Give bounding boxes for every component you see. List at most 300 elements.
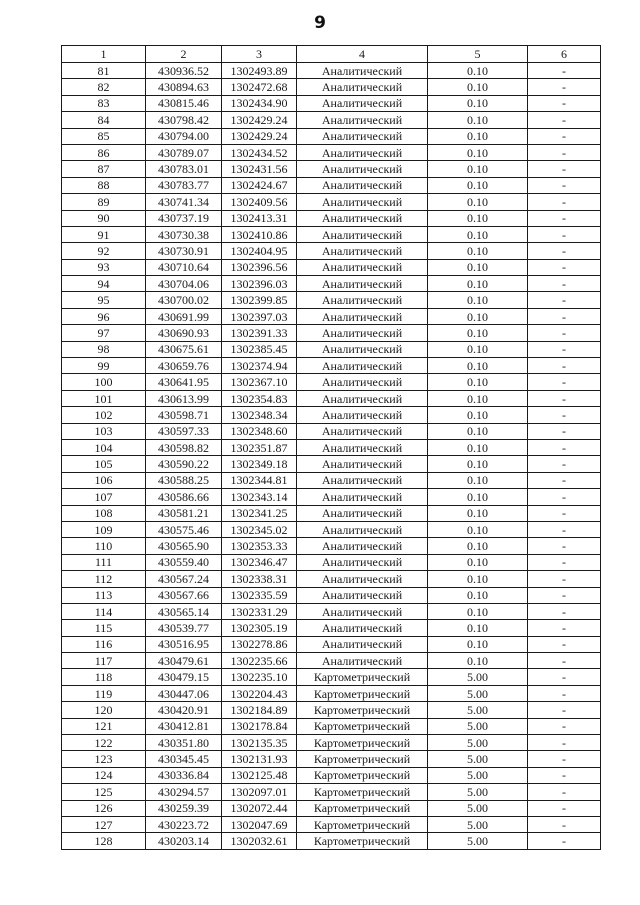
y-coordinate-cell: 1302413.31 <box>222 210 297 226</box>
y-coordinate-cell: 1302131.93 <box>222 751 297 767</box>
accuracy-cell: 0.10 <box>428 620 528 636</box>
note-cell: - <box>528 636 601 652</box>
method-cell: Аналитический <box>297 439 428 455</box>
column-header-5: 5 <box>428 46 528 63</box>
table-row <box>62 636 601 652</box>
method-cell: Аналитический <box>297 243 428 259</box>
method-cell: Аналитический <box>297 259 428 275</box>
x-coordinate-cell: 430789.07 <box>146 144 222 160</box>
table-row <box>62 587 601 603</box>
point-number-cell: 90 <box>62 210 146 226</box>
note-cell: - <box>528 259 601 275</box>
method-cell: Аналитический <box>297 407 428 423</box>
y-coordinate-cell: 1302178.84 <box>222 718 297 734</box>
table-row <box>62 685 601 701</box>
accuracy-cell: 0.10 <box>428 554 528 570</box>
point-number-cell: 85 <box>62 128 146 144</box>
method-cell: Картометрический <box>297 751 428 767</box>
accuracy-cell: 0.10 <box>428 112 528 128</box>
point-number-cell: 124 <box>62 767 146 783</box>
method-cell: Аналитический <box>297 79 428 95</box>
x-coordinate-cell: 430710.64 <box>146 259 222 275</box>
accuracy-cell: 0.10 <box>428 538 528 554</box>
method-cell: Аналитический <box>297 276 428 292</box>
method-cell: Картометрический <box>297 685 428 701</box>
y-coordinate-cell: 1302396.03 <box>222 276 297 292</box>
y-coordinate-cell: 1302278.86 <box>222 636 297 652</box>
column-header-2: 2 <box>146 46 222 63</box>
x-coordinate-cell: 430783.01 <box>146 161 222 177</box>
table-row <box>62 177 601 193</box>
accuracy-cell: 0.10 <box>428 571 528 587</box>
note-cell: - <box>528 276 601 292</box>
y-coordinate-cell: 1302353.33 <box>222 538 297 554</box>
column-header-6: 6 <box>528 46 601 63</box>
accuracy-cell: 0.10 <box>428 161 528 177</box>
y-coordinate-cell: 1302429.24 <box>222 112 297 128</box>
y-coordinate-cell: 1302434.90 <box>222 95 297 111</box>
accuracy-cell: 5.00 <box>428 833 528 849</box>
note-cell: - <box>528 194 601 210</box>
method-cell: Картометрический <box>297 833 428 849</box>
accuracy-cell: 5.00 <box>428 767 528 783</box>
x-coordinate-cell: 430351.80 <box>146 735 222 751</box>
point-number-cell: 112 <box>62 571 146 587</box>
point-number-cell: 109 <box>62 521 146 537</box>
table-row <box>62 571 601 587</box>
accuracy-cell: 0.10 <box>428 423 528 439</box>
note-cell: - <box>528 521 601 537</box>
table-row <box>62 374 601 390</box>
point-number-cell: 95 <box>62 292 146 308</box>
method-cell: Картометрический <box>297 669 428 685</box>
method-cell: Аналитический <box>297 390 428 406</box>
point-number-cell: 81 <box>62 63 146 79</box>
method-cell: Аналитический <box>297 63 428 79</box>
x-coordinate-cell: 430659.76 <box>146 358 222 374</box>
note-cell: - <box>528 587 601 603</box>
x-coordinate-cell: 430259.39 <box>146 800 222 816</box>
accuracy-cell: 0.10 <box>428 587 528 603</box>
x-coordinate-cell: 430581.21 <box>146 505 222 521</box>
x-coordinate-cell: 430794.00 <box>146 128 222 144</box>
point-number-cell: 108 <box>62 505 146 521</box>
y-coordinate-cell: 1302348.60 <box>222 423 297 439</box>
accuracy-cell: 0.10 <box>428 407 528 423</box>
y-coordinate-cell: 1302385.45 <box>222 341 297 357</box>
note-cell: - <box>528 784 601 800</box>
table-row <box>62 603 601 619</box>
note-cell: - <box>528 79 601 95</box>
table-row <box>62 308 601 324</box>
point-number-cell: 98 <box>62 341 146 357</box>
method-cell: Аналитический <box>297 341 428 357</box>
y-coordinate-cell: 1302335.59 <box>222 587 297 603</box>
y-coordinate-cell: 1302184.89 <box>222 702 297 718</box>
method-cell: Аналитический <box>297 194 428 210</box>
y-coordinate-cell: 1302367.10 <box>222 374 297 390</box>
accuracy-cell: 5.00 <box>428 702 528 718</box>
accuracy-cell: 0.10 <box>428 505 528 521</box>
note-cell: - <box>528 735 601 751</box>
table-row <box>62 407 601 423</box>
method-cell: Аналитический <box>297 226 428 242</box>
x-coordinate-cell: 430598.71 <box>146 407 222 423</box>
point-number-cell: 126 <box>62 800 146 816</box>
accuracy-cell: 0.10 <box>428 292 528 308</box>
note-cell: - <box>528 144 601 160</box>
x-coordinate-cell: 430641.95 <box>146 374 222 390</box>
point-number-cell: 92 <box>62 243 146 259</box>
point-number-cell: 82 <box>62 79 146 95</box>
x-coordinate-cell: 430588.25 <box>146 472 222 488</box>
accuracy-cell: 5.00 <box>428 685 528 701</box>
x-coordinate-cell: 430798.42 <box>146 112 222 128</box>
x-coordinate-cell: 430565.14 <box>146 603 222 619</box>
x-coordinate-cell: 430690.93 <box>146 325 222 341</box>
note-cell: - <box>528 816 601 832</box>
y-coordinate-cell: 1302472.68 <box>222 79 297 95</box>
accuracy-cell: 0.10 <box>428 456 528 472</box>
table-row <box>62 194 601 210</box>
method-cell: Аналитический <box>297 144 428 160</box>
x-coordinate-cell: 430783.77 <box>146 177 222 193</box>
y-coordinate-cell: 1302032.61 <box>222 833 297 849</box>
accuracy-cell: 0.10 <box>428 325 528 341</box>
method-cell: Аналитический <box>297 308 428 324</box>
x-coordinate-cell: 430598.82 <box>146 439 222 455</box>
y-coordinate-cell: 1302343.14 <box>222 489 297 505</box>
table-row <box>62 767 601 783</box>
note-cell: - <box>528 603 601 619</box>
y-coordinate-cell: 1302341.25 <box>222 505 297 521</box>
y-coordinate-cell: 1302344.81 <box>222 472 297 488</box>
table-row <box>62 95 601 111</box>
accuracy-cell: 0.10 <box>428 308 528 324</box>
x-coordinate-cell: 430597.33 <box>146 423 222 439</box>
method-cell: Аналитический <box>297 210 428 226</box>
method-cell: Картометрический <box>297 735 428 751</box>
column-header-1: 1 <box>62 46 146 63</box>
x-coordinate-cell: 430700.02 <box>146 292 222 308</box>
x-coordinate-cell: 430737.19 <box>146 210 222 226</box>
method-cell: Аналитический <box>297 587 428 603</box>
method-cell: Аналитический <box>297 554 428 570</box>
method-cell: Аналитический <box>297 472 428 488</box>
method-cell: Аналитический <box>297 456 428 472</box>
table-header <box>62 46 601 63</box>
x-coordinate-cell: 430420.91 <box>146 702 222 718</box>
accuracy-cell: 0.10 <box>428 521 528 537</box>
table-row <box>62 702 601 718</box>
note-cell: - <box>528 128 601 144</box>
point-number-cell: 119 <box>62 685 146 701</box>
accuracy-cell: 0.10 <box>428 210 528 226</box>
method-cell: Аналитический <box>297 571 428 587</box>
y-coordinate-cell: 1302331.29 <box>222 603 297 619</box>
note-cell: - <box>528 472 601 488</box>
table-row <box>62 243 601 259</box>
accuracy-cell: 0.10 <box>428 390 528 406</box>
column-header-4: 4 <box>297 46 428 63</box>
y-coordinate-cell: 1302404.95 <box>222 243 297 259</box>
note-cell: - <box>528 620 601 636</box>
method-cell: Картометрический <box>297 767 428 783</box>
coordinates-table <box>61 45 601 850</box>
point-number-cell: 88 <box>62 177 146 193</box>
note-cell: - <box>528 554 601 570</box>
table-row <box>62 620 601 636</box>
table-row <box>62 439 601 455</box>
x-coordinate-cell: 430741.34 <box>146 194 222 210</box>
point-number-cell: 106 <box>62 472 146 488</box>
accuracy-cell: 0.10 <box>428 341 528 357</box>
point-number-cell: 100 <box>62 374 146 390</box>
note-cell: - <box>528 243 601 259</box>
point-number-cell: 114 <box>62 603 146 619</box>
point-number-cell: 99 <box>62 358 146 374</box>
accuracy-cell: 0.10 <box>428 358 528 374</box>
accuracy-cell: 0.10 <box>428 243 528 259</box>
note-cell: - <box>528 685 601 701</box>
accuracy-cell: 0.10 <box>428 276 528 292</box>
note-cell: - <box>528 95 601 111</box>
note-cell: - <box>528 341 601 357</box>
point-number-cell: 121 <box>62 718 146 734</box>
method-cell: Аналитический <box>297 521 428 537</box>
accuracy-cell: 5.00 <box>428 800 528 816</box>
x-coordinate-cell: 430704.06 <box>146 276 222 292</box>
y-coordinate-cell: 1302409.56 <box>222 194 297 210</box>
y-coordinate-cell: 1302424.67 <box>222 177 297 193</box>
y-coordinate-cell: 1302346.47 <box>222 554 297 570</box>
y-coordinate-cell: 1302374.94 <box>222 358 297 374</box>
y-coordinate-cell: 1302135.35 <box>222 735 297 751</box>
point-number-cell: 116 <box>62 636 146 652</box>
point-number-cell: 102 <box>62 407 146 423</box>
page-number: 9 <box>314 13 326 33</box>
note-cell: - <box>528 390 601 406</box>
point-number-cell: 118 <box>62 669 146 685</box>
point-number-cell: 104 <box>62 439 146 455</box>
y-coordinate-cell: 1302397.03 <box>222 308 297 324</box>
note-cell: - <box>528 210 601 226</box>
point-number-cell: 84 <box>62 112 146 128</box>
x-coordinate-cell: 430675.61 <box>146 341 222 357</box>
x-coordinate-cell: 430412.81 <box>146 718 222 734</box>
table-row <box>62 325 601 341</box>
table-row <box>62 226 601 242</box>
y-coordinate-cell: 1302434.52 <box>222 144 297 160</box>
point-number-cell: 103 <box>62 423 146 439</box>
accuracy-cell: 5.00 <box>428 784 528 800</box>
x-coordinate-cell: 430613.99 <box>146 390 222 406</box>
point-number-cell: 120 <box>62 702 146 718</box>
x-coordinate-cell: 430479.15 <box>146 669 222 685</box>
accuracy-cell: 0.10 <box>428 439 528 455</box>
table-row <box>62 144 601 160</box>
column-header-3: 3 <box>222 46 297 63</box>
accuracy-cell: 5.00 <box>428 816 528 832</box>
table-row <box>62 128 601 144</box>
accuracy-cell: 5.00 <box>428 751 528 767</box>
y-coordinate-cell: 1302354.83 <box>222 390 297 406</box>
table-row <box>62 735 601 751</box>
point-number-cell: 128 <box>62 833 146 849</box>
table-row <box>62 259 601 275</box>
method-cell: Аналитический <box>297 603 428 619</box>
method-cell: Аналитический <box>297 358 428 374</box>
y-coordinate-cell: 1302391.33 <box>222 325 297 341</box>
accuracy-cell: 0.10 <box>428 95 528 111</box>
point-number-cell: 127 <box>62 816 146 832</box>
table-row <box>62 79 601 95</box>
note-cell: - <box>528 702 601 718</box>
point-number-cell: 97 <box>62 325 146 341</box>
method-cell: Аналитический <box>297 489 428 505</box>
table-row <box>62 816 601 832</box>
y-coordinate-cell: 1302349.18 <box>222 456 297 472</box>
table-row <box>62 669 601 685</box>
method-cell: Аналитический <box>297 128 428 144</box>
method-cell: Аналитический <box>297 112 428 128</box>
y-coordinate-cell: 1302204.43 <box>222 685 297 701</box>
y-coordinate-cell: 1302348.34 <box>222 407 297 423</box>
point-number-cell: 101 <box>62 390 146 406</box>
point-number-cell: 83 <box>62 95 146 111</box>
table-row <box>62 833 601 849</box>
accuracy-cell: 0.10 <box>428 472 528 488</box>
x-coordinate-cell: 430936.52 <box>146 63 222 79</box>
point-number-cell: 91 <box>62 226 146 242</box>
method-cell: Аналитический <box>297 636 428 652</box>
point-number-cell: 113 <box>62 587 146 603</box>
x-coordinate-cell: 430586.66 <box>146 489 222 505</box>
y-coordinate-cell: 1302235.10 <box>222 669 297 685</box>
note-cell: - <box>528 161 601 177</box>
method-cell: Картометрический <box>297 800 428 816</box>
y-coordinate-cell: 1302493.89 <box>222 63 297 79</box>
x-coordinate-cell: 430516.95 <box>146 636 222 652</box>
table-row <box>62 341 601 357</box>
x-coordinate-cell: 430730.38 <box>146 226 222 242</box>
y-coordinate-cell: 1302047.69 <box>222 816 297 832</box>
method-cell: Аналитический <box>297 95 428 111</box>
note-cell: - <box>528 669 601 685</box>
x-coordinate-cell: 430294.57 <box>146 784 222 800</box>
y-coordinate-cell: 1302097.01 <box>222 784 297 800</box>
x-coordinate-cell: 430479.61 <box>146 653 222 669</box>
accuracy-cell: 0.10 <box>428 259 528 275</box>
method-cell: Аналитический <box>297 620 428 636</box>
y-coordinate-cell: 1302396.56 <box>222 259 297 275</box>
x-coordinate-cell: 430559.40 <box>146 554 222 570</box>
point-number-cell: 123 <box>62 751 146 767</box>
point-number-cell: 117 <box>62 653 146 669</box>
y-coordinate-cell: 1302125.48 <box>222 767 297 783</box>
y-coordinate-cell: 1302345.02 <box>222 521 297 537</box>
point-number-cell: 122 <box>62 735 146 751</box>
method-cell: Аналитический <box>297 538 428 554</box>
y-coordinate-cell: 1302429.24 <box>222 128 297 144</box>
table-row <box>62 292 601 308</box>
note-cell: - <box>528 800 601 816</box>
note-cell: - <box>528 423 601 439</box>
table-row <box>62 505 601 521</box>
note-cell: - <box>528 374 601 390</box>
note-cell: - <box>528 439 601 455</box>
y-coordinate-cell: 1302072.44 <box>222 800 297 816</box>
table-row <box>62 538 601 554</box>
accuracy-cell: 0.10 <box>428 177 528 193</box>
note-cell: - <box>528 767 601 783</box>
accuracy-cell: 0.10 <box>428 79 528 95</box>
method-cell: Аналитический <box>297 292 428 308</box>
note-cell: - <box>528 112 601 128</box>
y-coordinate-cell: 1302410.86 <box>222 226 297 242</box>
note-cell: - <box>528 292 601 308</box>
table-row <box>62 63 601 79</box>
accuracy-cell: 0.10 <box>428 226 528 242</box>
point-number-cell: 93 <box>62 259 146 275</box>
point-number-cell: 105 <box>62 456 146 472</box>
note-cell: - <box>528 325 601 341</box>
method-cell: Картометрический <box>297 702 428 718</box>
accuracy-cell: 0.10 <box>428 144 528 160</box>
note-cell: - <box>528 407 601 423</box>
x-coordinate-cell: 430345.45 <box>146 751 222 767</box>
table-body <box>62 63 601 850</box>
accuracy-cell: 5.00 <box>428 718 528 734</box>
table-row <box>62 390 601 406</box>
y-coordinate-cell: 1302338.31 <box>222 571 297 587</box>
point-number-cell: 111 <box>62 554 146 570</box>
method-cell: Аналитический <box>297 423 428 439</box>
point-number-cell: 96 <box>62 308 146 324</box>
x-coordinate-cell: 430894.63 <box>146 79 222 95</box>
x-coordinate-cell: 430590.22 <box>146 456 222 472</box>
x-coordinate-cell: 430565.90 <box>146 538 222 554</box>
accuracy-cell: 0.10 <box>428 603 528 619</box>
point-number-cell: 94 <box>62 276 146 292</box>
accuracy-cell: 5.00 <box>428 669 528 685</box>
table-row <box>62 653 601 669</box>
note-cell: - <box>528 505 601 521</box>
table-row <box>62 112 601 128</box>
method-cell: Аналитический <box>297 653 428 669</box>
x-coordinate-cell: 430730.91 <box>146 243 222 259</box>
note-cell: - <box>528 63 601 79</box>
note-cell: - <box>528 226 601 242</box>
note-cell: - <box>528 177 601 193</box>
x-coordinate-cell: 430691.99 <box>146 308 222 324</box>
y-coordinate-cell: 1302351.87 <box>222 439 297 455</box>
accuracy-cell: 0.10 <box>428 489 528 505</box>
accuracy-cell: 0.10 <box>428 128 528 144</box>
table-row <box>62 276 601 292</box>
y-coordinate-cell: 1302399.85 <box>222 292 297 308</box>
point-number-cell: 107 <box>62 489 146 505</box>
point-number-cell: 115 <box>62 620 146 636</box>
table-row <box>62 210 601 226</box>
note-cell: - <box>528 653 601 669</box>
y-coordinate-cell: 1302305.19 <box>222 620 297 636</box>
method-cell: Аналитический <box>297 161 428 177</box>
table-row <box>62 489 601 505</box>
note-cell: - <box>528 308 601 324</box>
x-coordinate-cell: 430815.46 <box>146 95 222 111</box>
table-row <box>62 358 601 374</box>
